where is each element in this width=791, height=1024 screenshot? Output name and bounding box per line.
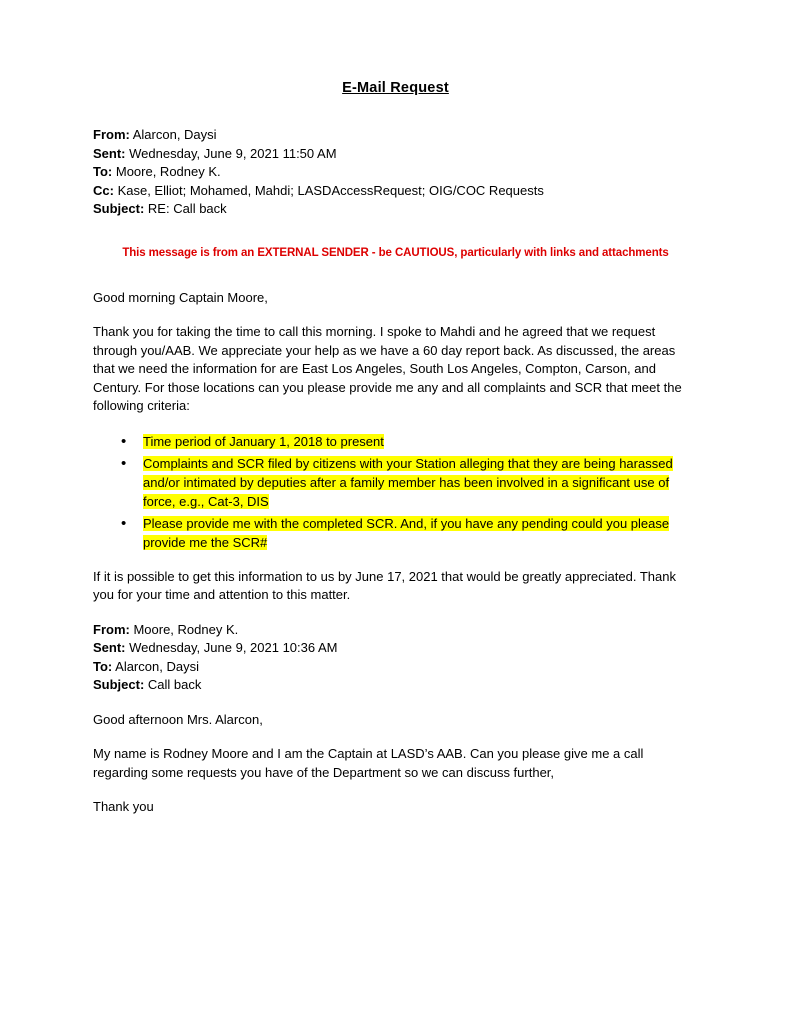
page-title: E-Mail Request [342,80,449,96]
header-sent [93,145,698,164]
reply-greeting-line: Good afternoon Mrs. Alarcon, [93,711,263,727]
reply-header-subject-label: Subject: [93,677,145,692]
header-subject-value: RE: Call back [144,201,227,216]
reply-header-to [93,658,698,677]
reply-header-from-label: From: [93,621,130,637]
header-from-label: From: [93,127,130,142]
list-item [117,454,698,511]
header-sent-value: Wednesday, June 9, 2021 11:50 AM [125,145,337,161]
header-from-value: Alarcon, Daysi [129,127,217,142]
body-paragraph-1: Thank you for taking the time to call this morning. I spoke to Mahdi and he agreed that we request through you/AAB. We appreciate your help as we have a 60 day report back. As discussed, the areas that we need the information for are East Los Angeles, South Los Angeles, Compton, Carson, and Century. For those locations can you please provide me any and all complaints and SCR that meet the following criteria: [93,324,682,413]
header-cc [93,182,698,201]
header-to-value: Moore, Rodney K. [112,164,221,179]
email-header-reply [93,621,698,695]
header-to-label: To: [93,164,113,179]
body-paragraph-2: If it is possible to get this information to us by June 17, 2021 that would be greatly appreciated. Thank you for your time and attention to this matter. [93,568,676,602]
header-subject [93,200,698,219]
criteria-text-2: Complaints and SCR filed by citizens with your Station alleging that they are being harassed and/or intimated by deputies after a family member has been involved in a significant use of force, e.g., Cat-3, DIS [143,455,673,509]
reply-closing: Thank you [93,799,154,814]
header-cc-label: Cc: [93,182,114,198]
reply-header-from-value: Moore, Rodney K. [129,621,239,637]
greeting-line: Good morning Captain Moore, [93,289,268,305]
external-sender-warning: This message is from an EXTERNAL SENDER - be CAUTIOUS, particularly with links and attachments [122,246,669,259]
header-from [93,126,698,145]
reply-header-to-label: To: [93,658,113,674]
list-item [117,432,698,451]
reply-header-from [93,621,698,640]
header-subject-label: Subject: [93,201,145,216]
header-sent-label: Sent: [93,145,126,161]
reply-header-to-value: Alarcon, Daysi [112,658,199,674]
list-item [117,514,698,552]
criteria-text-3: Please provide me with the completed SCR. And, if you have any pending could you please provide me the SCR# [143,515,670,550]
criteria-list [93,432,698,552]
reply-paragraph: My name is Rodney Moore and I am the Captain at LASD’s AAB. Can you please give me a call regarding some requests you have of the Department so we can discuss further, [93,746,644,780]
reply-header-sent [93,639,698,658]
reply-header-subject-value: Call back [144,677,202,692]
reply-header-sent-value: Wednesday, June 9, 2021 10:36 AM [125,640,338,655]
reply-header-sent-label: Sent: [93,640,126,655]
reply-header-subject [93,676,698,695]
criteria-text-1: Time period of January 1, 2018 to present [143,433,384,449]
header-to [93,163,698,182]
header-cc-value: Kase, Elliot; Mohamed, Mahdi; LASDAccessRequest; OIG/COC Requests [113,182,544,198]
email-header-primary [93,126,698,219]
